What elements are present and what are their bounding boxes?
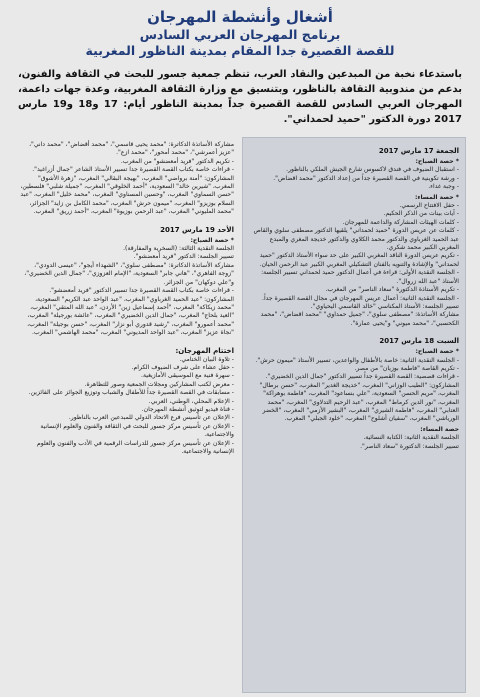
program-line: - الإعلام المحلي، الوطني، العربي. bbox=[148, 397, 234, 405]
program-line: الجلسة النقدية الثانية: الكتابة النسائية. bbox=[363, 434, 459, 442]
program-line: مشاركة الأساتذة الدكاترة: "مصطفى سلوي"، "الشهداء أيجو"، "عيسى الدودي"، "زوجة الفاهري"، "هاني جابر" السعودية، "الإمام العزوزي"، "جمال الدين الخضيري"، و"علي دوكهان" من الجزائر. bbox=[24, 261, 234, 286]
program-line: - معرض لكتب المشاركين ومجلات الجمعية وصور للتظاهرة. bbox=[84, 380, 234, 388]
program-line: - مسابقات في القصة القصيرة جداً للأطفال والشباب وتوزيع الجوائز على الفائزين. bbox=[28, 389, 234, 397]
program-line: تسيير الجلسة: الدكتورة "سعاد الناصر". bbox=[360, 442, 459, 450]
program-line: - قناة فيديو لتوثيق أنشطة المهرجان. bbox=[141, 405, 234, 413]
program-line: - قراءات خاصة بكتاب القصة القصيرة جدا تسيير الأستاذ الشاعر "جمال أزراغيد". bbox=[32, 166, 234, 174]
day-sunday-lines bbox=[18, 237, 234, 338]
program-line: * حصة الصباح: bbox=[190, 236, 234, 244]
program-line: تسيير الجلسة: الدكتور "فريد أمعضشو". bbox=[133, 253, 234, 261]
program-line: - الجلسة النقدية الثانية: خاصة بالأطفال والواعدين، تسيير الأستاذ "ميمون حرش". bbox=[255, 356, 459, 364]
intro-paragraph: باستدعاء نخبة من المبدعين والنقاد العرب، تنظم جمعية جسور للبحث في الثقافة والفنون، بدعم من مندوبية الثقافة بالناظور، وبتنسيق مع وزارة الثقافة المغربية، وعدة جهات داعمة، المهرجان العربي السادس للقصة القصيرة جداً بمدينة الناظور أيام: 17 و18 و19 مارس 2017 دورة الدكتور "حميد لحمداني". bbox=[18, 69, 462, 125]
program-line: - كلمات الهيئات المشاركة والداعمة للمهرجان. bbox=[342, 218, 459, 226]
page-subtitle-2: للقصة القصيرة جدا المقام بمدينة الناظور المغربية bbox=[85, 43, 395, 58]
program-line: - حفل الافتتاح الرسمي. bbox=[399, 202, 459, 210]
header bbox=[8, 8, 472, 59]
left-top-lines bbox=[18, 141, 234, 217]
day-saturday-lines bbox=[249, 348, 459, 451]
program-line: المشاركون: "أمنة برواضي" المغرب، "بهيجة البقالي" المغرب، "زهرة الأشوق" المغرب، "شيرين خالد" السعودية، "أحمد الخلوقي" المغرب، "جميلة شلبي" فلسطين، "حسن السماوي" المغرب، "وحسين المسناوي" المغرب، "محمد خليل" المغرب، "عبد السلام بوزيزو" المغرب، "ميمون حرش" المغرب، "محمد الكامل بن زايد" الجزائر، "محمد المليوني" المغرب، "عبد الرحمن بوزيوة" المغرب، "أحمد زريق" المغرب. bbox=[20, 174, 234, 216]
program-line: مشاركة الأساتذة الدكاترة: "محمد يحيى قاسمي"، "محمد أقضاض"، "محمد داني"، "عزيز أعمرشي"، "محمد أمحور"، "محمد ازع". bbox=[29, 141, 234, 157]
program-line: - تكريم الدكتور "فريد أمعضشو" من المغرب. bbox=[120, 157, 234, 165]
program-line: - تكريم القاصة "فاطمة بوزيان" من مصر. bbox=[354, 364, 459, 372]
day-heading-saturday: السبت 18 مارس 2017 bbox=[379, 337, 459, 346]
program-line: - الجلسة النقدية الثانية: أعمال عريس المهرجان في مجال القصة القصيرة جداً. bbox=[262, 294, 459, 302]
program-line: * حصة المساء: bbox=[414, 193, 459, 201]
program-line: - وجبة غداء. bbox=[428, 183, 459, 191]
program-line: - الجلسة النقدية الأولى: قراءة في أعمال الدكتور حميد لحمداني تسيير الجلسة: الأستاذ "عبد الله زروال". bbox=[261, 269, 459, 285]
program-line: * حصة الصباح: bbox=[415, 348, 459, 356]
closing-heading: اختتام المهرجان: bbox=[175, 346, 234, 355]
left-column bbox=[14, 137, 238, 693]
program-line: - تكريم عريس الدورة الناقد المغربي الكبير على حد سواء الأستاذ الدكتور "حميد لحمداني" والإشادة والتنويه بالفنان التشكيلي المغربي الكبير عبد الرحمن الحيان. bbox=[259, 252, 459, 268]
program-line: المشاركون: "الطيب الوزاني" المغرب، "خديجة الغدير" المغرب، "حسن برطال" المغرب، "مريم الحسن" السعودية، "علي بنساعود" المغرب، "فاطمة بوهراكة" المغرب، "نور الدين كرماط" المغرب، "عبد الرحيم التدلاوي" المغرب، "محمد العتابي" المغرب، "فاطمة الشيري" المغرب، "البشير الأزمي" المغرب، "الخضر الورياشي" المغرب، "سفيان أشلوح" المغرب، "خلود الجبلي" المغرب. bbox=[259, 381, 459, 423]
program-line: - قراءات خاصة بكتاب القصة القصيرة جدا تسيير الدكتور "فريد أمعضشو". bbox=[49, 287, 234, 295]
program-line: المشاركون: "عبد الحميد الغرباوي" المغرب، "عبد الواحد عبد الكريم" السعودية، "محمد زيكاكة" المغرب، "أحمد إسماعيل زين" الأردن، "عبد الله المتقي" المغرب، "العيد بلحاج" المغرب، "جمال الدين الخضيري" المغرب، "عائشة بورجيلة" المغرب، "محمد أعمورو" المغرب، "رشيد قدوري أبو نزار" المغرب، "حسن بوجيلة" المغرب، "نجاة عزيز" المغرب، "عبد الواحد المديوني" المغرب، "محمد الهاشمي" المغرب. bbox=[27, 295, 234, 337]
page-subtitle: برنامج المهرجان العربي السادس bbox=[139, 27, 341, 42]
program-line: - حفل عشاء على شرف الضيوف الكرام. bbox=[131, 363, 234, 371]
day-friday-lines bbox=[249, 158, 459, 328]
program-line: مشاركة الأساتذة: "مصطفى سلوي"، "جميل حمداوي" "محمد اقضاض"، "محمد الكحسبي"، "محمد ميوني" و"يحيى عمارة". bbox=[260, 311, 459, 327]
program-line: - كلمات عن عريس الدورة "حميد لحمداني" يلقيها الدكتور مصطفى سلوي والقاص عبد الحميد الغرباوي والدكتور محمد الكلاوي والدكتور خديجة المغري والمبدع المغربي الكبير محمد شكري. bbox=[253, 227, 459, 252]
closing-lines bbox=[18, 356, 234, 457]
page-title: أشغال وأنشطة المهرجان bbox=[147, 8, 333, 26]
program-line: - الإعلان عن تأسيس فرع الاتحاد الدولي للمبدعين العرب بالناظور. bbox=[68, 414, 234, 422]
program-line: تسيير الجلسة: الأستاذ المكناسي "خالد القاسمي اليحياوي". bbox=[310, 302, 459, 310]
program-line: - الإعلان عن تأسيس مركز جسور للدراسات الرقمية في الأدب والفنون والعلوم الإنسانية والاجتماعية. bbox=[36, 439, 234, 455]
program-line: - تلاوة البيان الختامي. bbox=[179, 355, 234, 363]
right-column bbox=[242, 137, 466, 693]
program-line: - الإعلان عن تأسيس مركز جسور للبحث في الثقافة والفنون والعلوم الإنسانية والاجتماعية. bbox=[40, 422, 234, 439]
program-line: - آيات بينات من الذكر الحكيم. bbox=[383, 210, 459, 218]
program-line: الجلسة النقدية الثالثة: (السخرية والمفارقة). bbox=[123, 245, 234, 253]
program-line: - قراءات قصصية: القصة القصيرة جداً تسيير الدكتور "جمال الدين الخضيري". bbox=[265, 373, 459, 381]
day-heading-friday: الجمعة 17 مارس 2017 bbox=[378, 147, 459, 155]
program-columns bbox=[8, 137, 472, 697]
program-line: حصة المساء: bbox=[420, 425, 459, 433]
program-line: * حصة الصباح: bbox=[415, 158, 459, 165]
program-line: - سهرة فنية مع الموسيقى الأمازيغية. bbox=[141, 372, 234, 380]
day-heading-sunday: الأحد 19 مارس 2017 bbox=[160, 225, 234, 234]
program-line: - تكريم الأستاذة الدكتورة "سعاد الناصر" من المغرب. bbox=[325, 286, 459, 294]
program-line: - استقبال الضيوف في فندق لاكسوس شارع الجيش الملكي بالناظور. bbox=[286, 166, 459, 174]
program-line: - ورشة تكوينية في القصة القصيرة جداً من إعداد الدكتور "محمد اقضاض". bbox=[273, 174, 459, 182]
